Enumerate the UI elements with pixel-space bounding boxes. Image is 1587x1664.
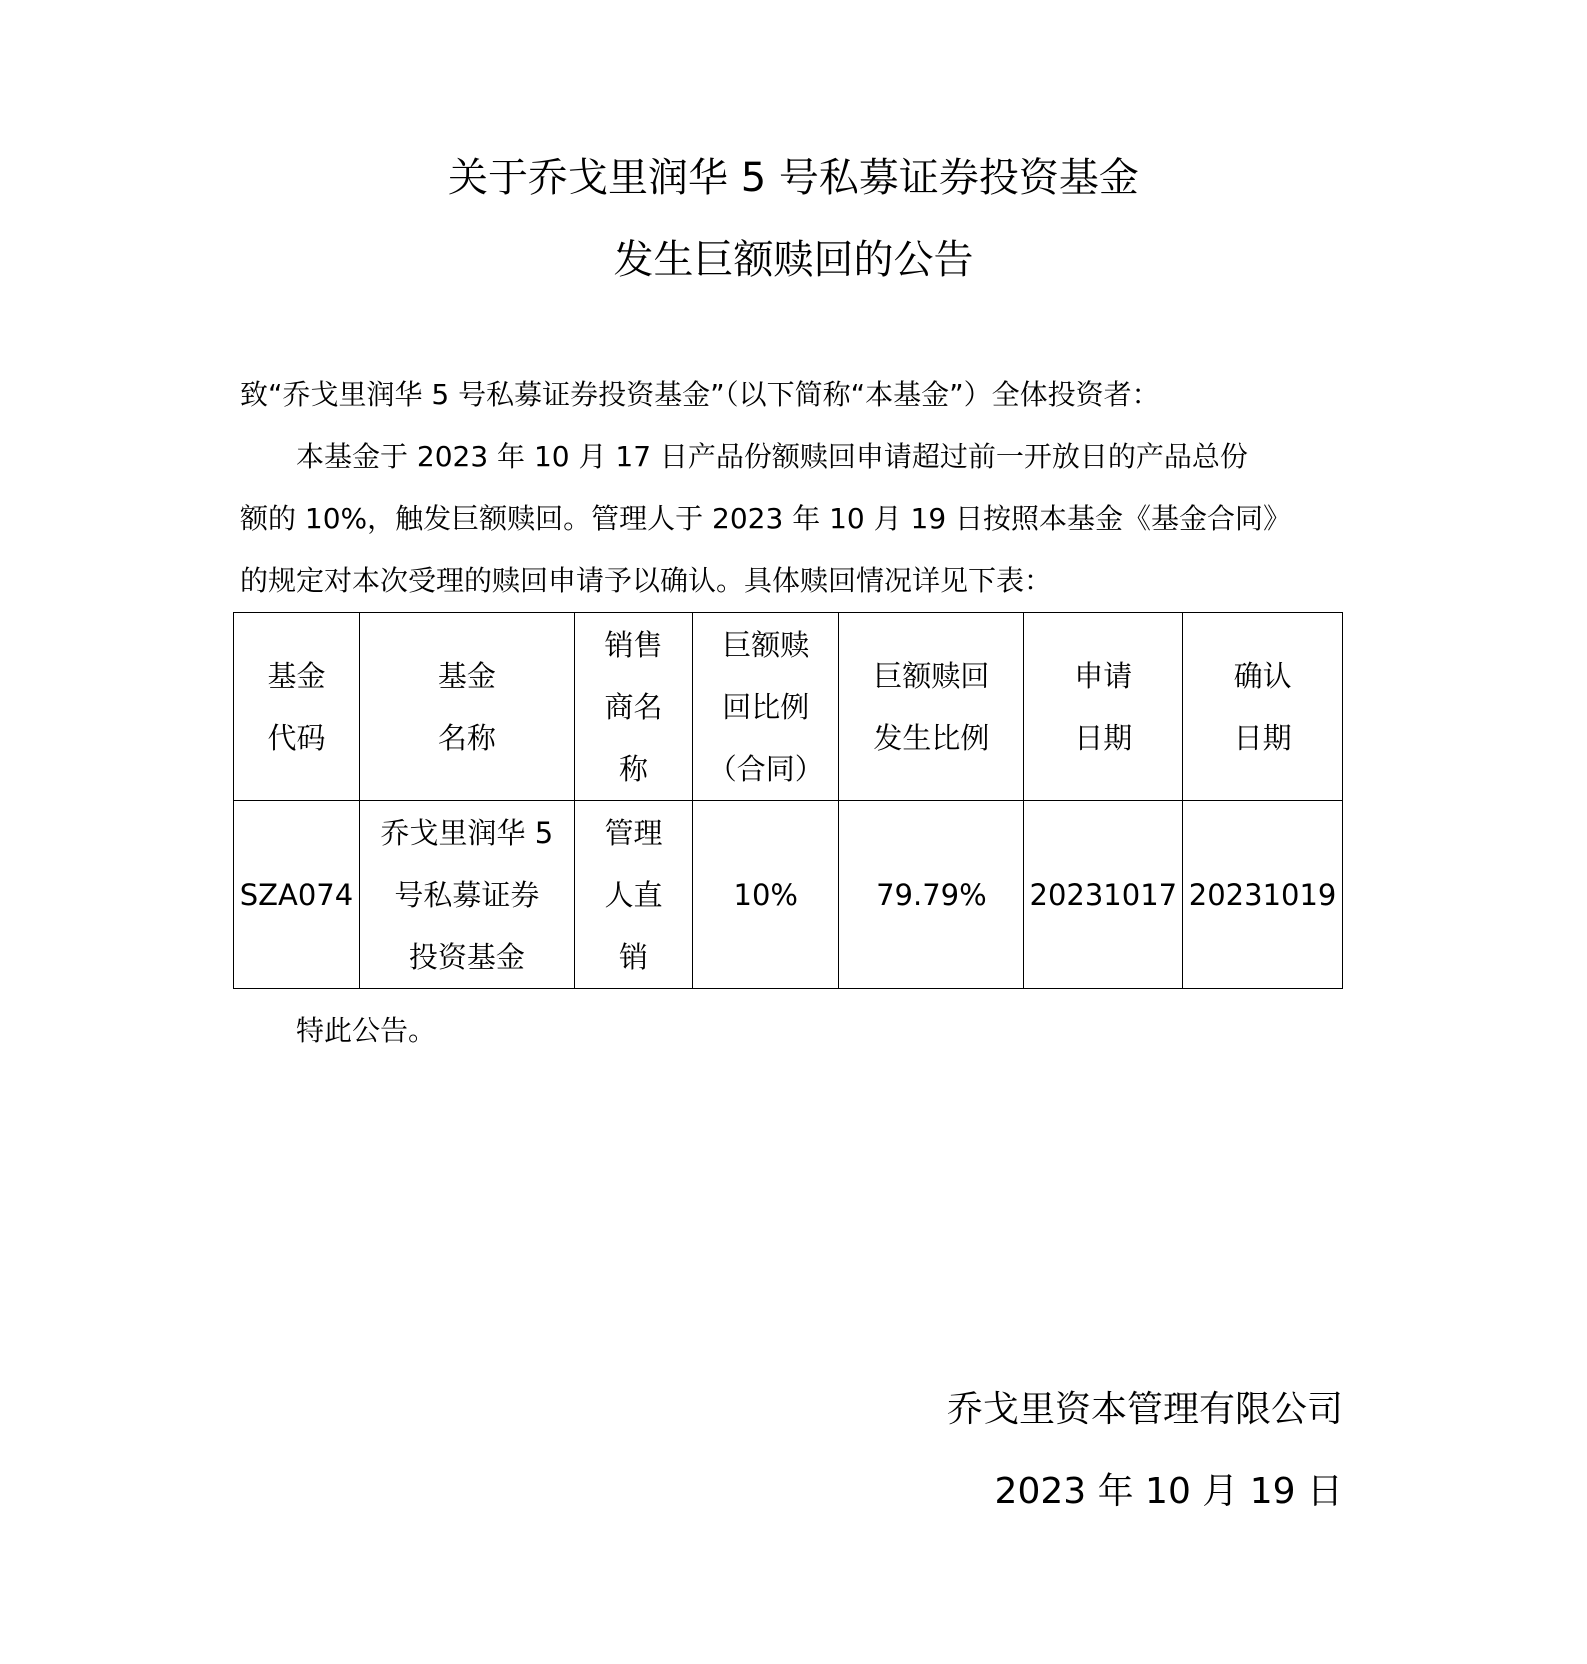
header-seller-name <box>574 613 693 801</box>
header-actual-ratio <box>839 613 1024 801</box>
cell-fund-code: SZA074 <box>234 801 360 989</box>
signature-date: 2023 年 10 月 19 日 <box>994 1471 1343 1512</box>
header-text: 发生比例 <box>873 720 990 755</box>
header-text: 代码 <box>267 720 326 755</box>
header-text: 回比例 <box>722 689 810 724</box>
cell-apply-date: 20231017 <box>1024 801 1183 989</box>
body-line-2: 额的 10%，触发巨额赎回。管理人于 2023 年 10 月 19 日按照本基金《基金合同》 <box>240 502 1292 535</box>
header-text: 确认 <box>1233 658 1292 693</box>
closing-text: 特此公告。 <box>296 1014 437 1047</box>
cell-text: 管理 <box>604 815 663 850</box>
header-text: 日期 <box>1233 720 1292 755</box>
header-text: 销售 <box>604 627 663 662</box>
cell-fund-name <box>359 801 574 989</box>
cell-text: 销 <box>618 939 648 974</box>
header-text: 称 <box>618 751 648 786</box>
title-line-2: 发生巨额赎回的公告 <box>613 237 974 283</box>
header-text: 巨额赎回 <box>873 658 990 693</box>
cell-text: 乔戈里润华 5 <box>380 815 554 850</box>
salutation: 致“乔戈里润华 5 号私募证券投资基金”（以下简称“本基金”）全体投资者： <box>240 378 1160 411</box>
header-contract-ratio <box>693 613 839 801</box>
table-row <box>234 801 1343 989</box>
header-text: 商名 <box>604 689 663 724</box>
cell-actual-ratio: 79.79% <box>839 801 1024 989</box>
header-text: 名称 <box>437 720 496 755</box>
cell-text: 人直 <box>604 877 663 912</box>
table-header-row <box>234 613 1343 801</box>
signature-company: 乔戈里资本管理有限公司 <box>946 1389 1343 1430</box>
header-text: 基金 <box>267 658 326 693</box>
body-line-1: 本基金于 2023 年 10 月 17 日产品份额赎回申请超过前一开放日的产品总份 <box>296 440 1248 473</box>
cell-contract-ratio: 10% <box>693 801 839 989</box>
cell-text: 投资基金 <box>408 939 525 974</box>
cell-text: 号私募证券 <box>394 877 540 912</box>
header-text: 日期 <box>1074 720 1133 755</box>
redemption-table <box>233 612 1343 989</box>
header-text: （合同） <box>707 751 824 786</box>
header-fund-code <box>234 613 360 801</box>
header-confirm-date <box>1183 613 1343 801</box>
title-line-1: 关于乔戈里润华 5 号私募证券投资基金 <box>448 155 1139 201</box>
header-text: 申请 <box>1074 658 1133 693</box>
cell-seller-name <box>574 801 693 989</box>
header-text: 基金 <box>437 658 496 693</box>
header-fund-name <box>359 613 574 801</box>
body-line-3: 的规定对本次受理的赎回申请予以确认。具体赎回情况详见下表： <box>240 564 1053 597</box>
header-apply-date <box>1024 613 1183 801</box>
cell-confirm-date: 20231019 <box>1183 801 1343 989</box>
header-text: 巨额赎 <box>722 627 810 662</box>
